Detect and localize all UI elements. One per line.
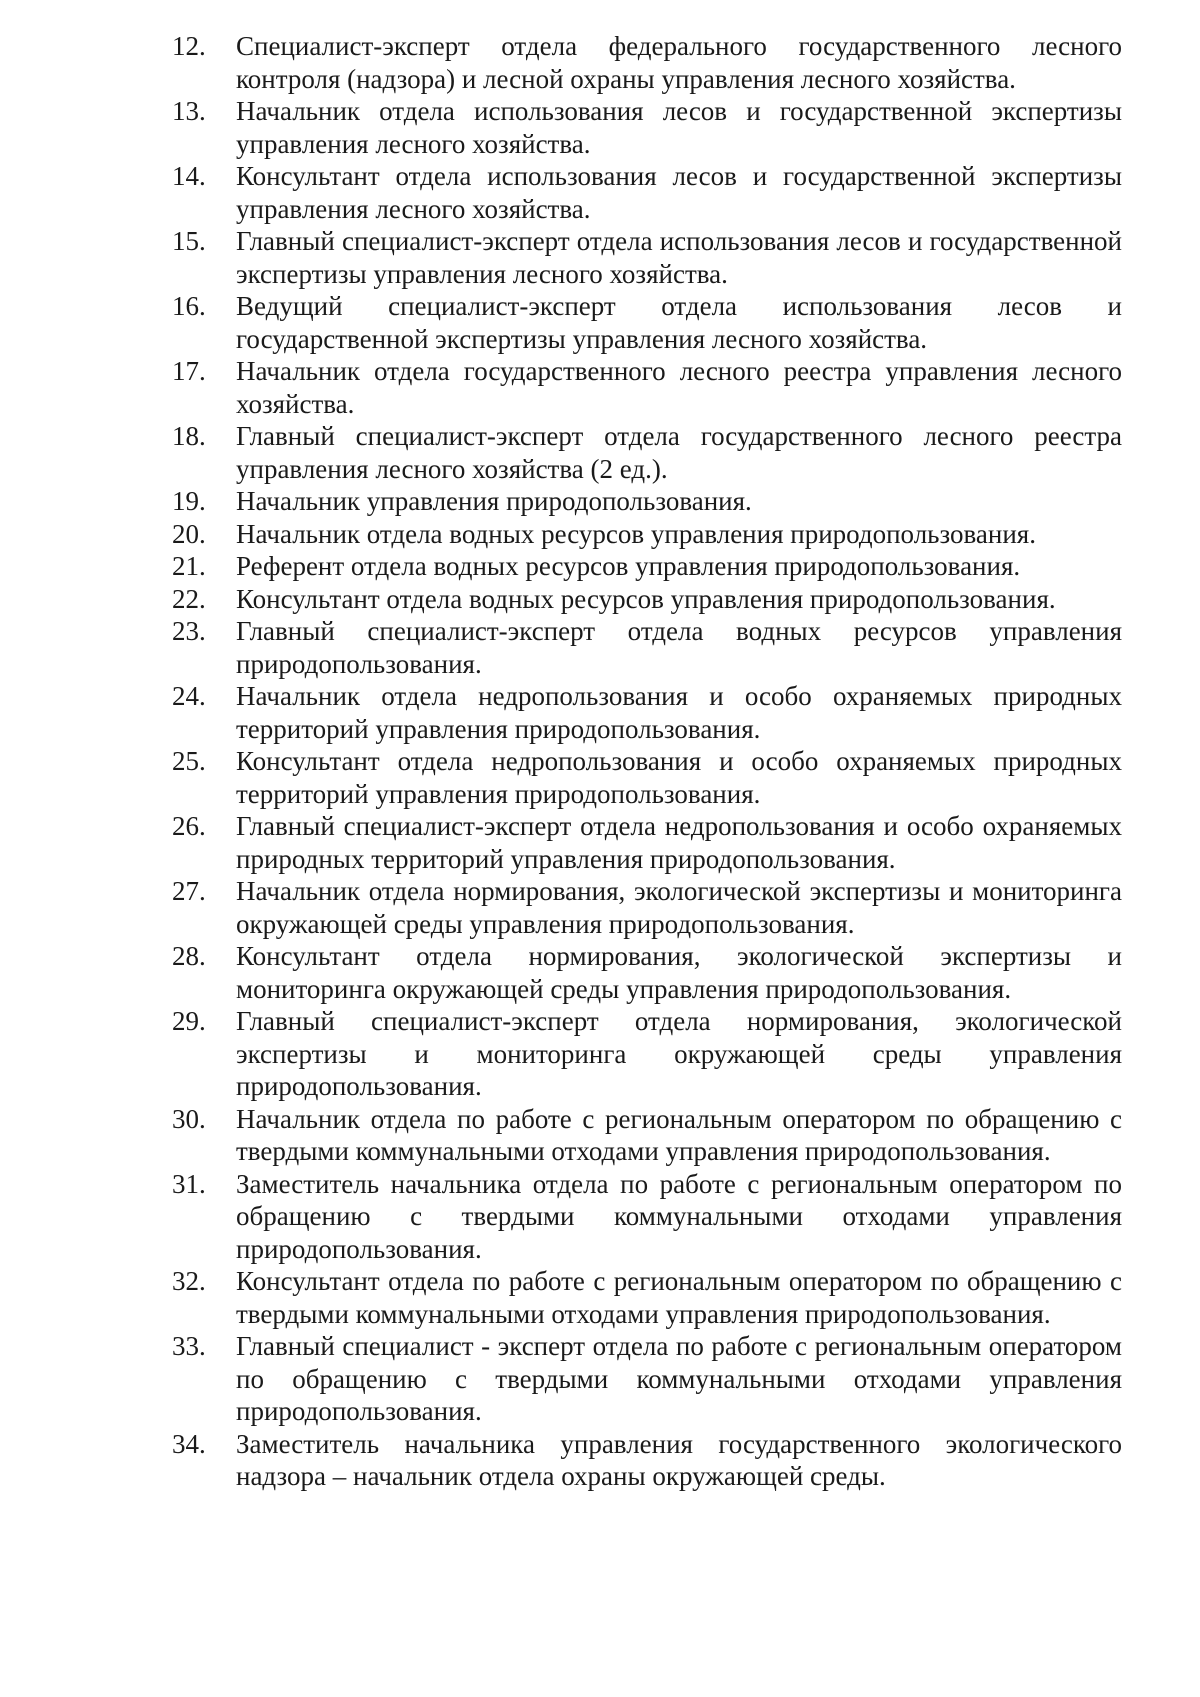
item-text: Начальник отдела нормирования, экологической экспертизы и мониторинга окружающей среды управления природопользования. [236,876,1122,939]
item-text: Главный специалист - эксперт отдела по работе с региональным оператором по обращению с твердыми коммунальными отходами управления природопользования. [236,1331,1122,1426]
item-number: 13. [172,96,206,126]
list-item [172,225,1122,290]
item-number: 31. [172,1168,206,1199]
item-text: Консультант отдела нормирования, экологической экспертизы и мониторинга окружающей среды управления природопользования. [236,941,1122,1004]
position-list [172,30,1122,1493]
item-number: 12. [172,31,206,61]
item-text: Специалист-эксперт отдела федерального государственного лесного контроля (надзора) и лесной охраны управления лесного хозяйства. [236,31,1122,94]
list-item [172,550,1122,583]
item-text: Заместитель начальника отдела по работе с региональным оператором по обращению с твердыми коммунальными отходами управления природопользования. [236,1168,1122,1264]
list-item [172,290,1122,355]
list-item [172,680,1122,745]
item-number: 28. [172,941,206,971]
list-item [172,30,1122,95]
item-text: Консультант отдела водных ресурсов управления природопользования. [236,583,1056,614]
item-number: 16. [172,291,206,321]
item-number: 33. [172,1331,206,1361]
list-item [172,1103,1122,1168]
item-text: Главный специалист-эксперт отдела использования лесов и государственной экспертизы управления лесного хозяйства. [236,226,1122,289]
item-number: 21. [172,551,206,581]
list-item [172,875,1122,940]
item-number: 20. [172,518,206,549]
item-number: 23. [172,616,206,646]
item-number: 26. [172,811,206,841]
item-number: 18. [172,421,206,451]
item-number: 19. [172,486,206,516]
list-item [172,615,1122,680]
list-item [172,95,1122,160]
item-number: 22. [172,583,206,614]
list-item [172,810,1122,875]
item-number: 15. [172,226,206,256]
list-item [172,745,1122,810]
item-text: Начальник отдела использования лесов и государственной экспертизы управления лесного хозяйства. [236,96,1122,159]
item-text: Ведущий специалист-эксперт отдела использования лесов и государственной экспертизы управления лесного хозяйства. [236,291,1122,354]
list-item [172,518,1122,551]
item-text: Начальник отдела государственного лесного реестра управления лесного хозяйства. [236,356,1122,419]
item-text: Главный специалист-эксперт отдела недропользования и особо охраняемых природных территорий управления природопользования. [236,811,1122,874]
list-item [172,1005,1122,1103]
item-text: Консультант отдела по работе с региональным оператором по обращению с твердыми коммунальными отходами управления природопользования. [236,1266,1122,1329]
list-item [172,940,1122,1005]
item-number: 27. [172,876,206,906]
list-item [172,420,1122,485]
item-number: 25. [172,746,206,776]
item-text: Консультант отдела использования лесов и государственной экспертизы управления лесного хозяйства. [236,161,1122,224]
item-text: Начальник отдела водных ресурсов управления природопользования. [236,518,1036,549]
item-text: Начальник отдела недропользования и особо охраняемых природных территорий управления природопользования. [236,681,1122,744]
list-item [172,1428,1122,1493]
list-item [172,1168,1122,1266]
item-text: Начальник отдела по работе с региональным оператором по обращению с твердыми коммунальными отходами управления природопользования. [236,1103,1122,1166]
item-number: 24. [172,681,206,711]
item-number: 17. [172,356,206,386]
item-text: Главный специалист-эксперт отдела водных ресурсов управления природопользования. [236,616,1122,679]
list-item [172,355,1122,420]
item-text: Начальник управления природопользования. [236,486,752,516]
item-number: 29. [172,1006,206,1036]
list-item [172,1330,1122,1428]
list-item [172,160,1122,225]
list-item [172,583,1122,616]
item-text: Главный специалист-эксперт отдела государственного лесного реестра управления лесного хозяйства (2 ед.). [236,421,1122,484]
item-number: 14. [172,161,206,191]
item-number: 32. [172,1266,206,1296]
item-text: Консультант отдела недропользования и особо охраняемых природных территорий управления природопользования. [236,746,1122,809]
list-item [172,1265,1122,1330]
item-text: Референт отдела водных ресурсов управления природопользования. [236,551,1021,581]
item-text: Главный специалист-эксперт отдела нормирования, экологической экспертизы и мониторинга окружающей среды управления природопользования. [236,1006,1122,1101]
item-number: 30. [172,1103,206,1134]
item-text: Заместитель начальника управления государственного экологического надзора – начальник отдела охраны окружающей среды. [236,1428,1122,1491]
list-item [172,485,1122,518]
item-number: 34. [172,1428,206,1459]
